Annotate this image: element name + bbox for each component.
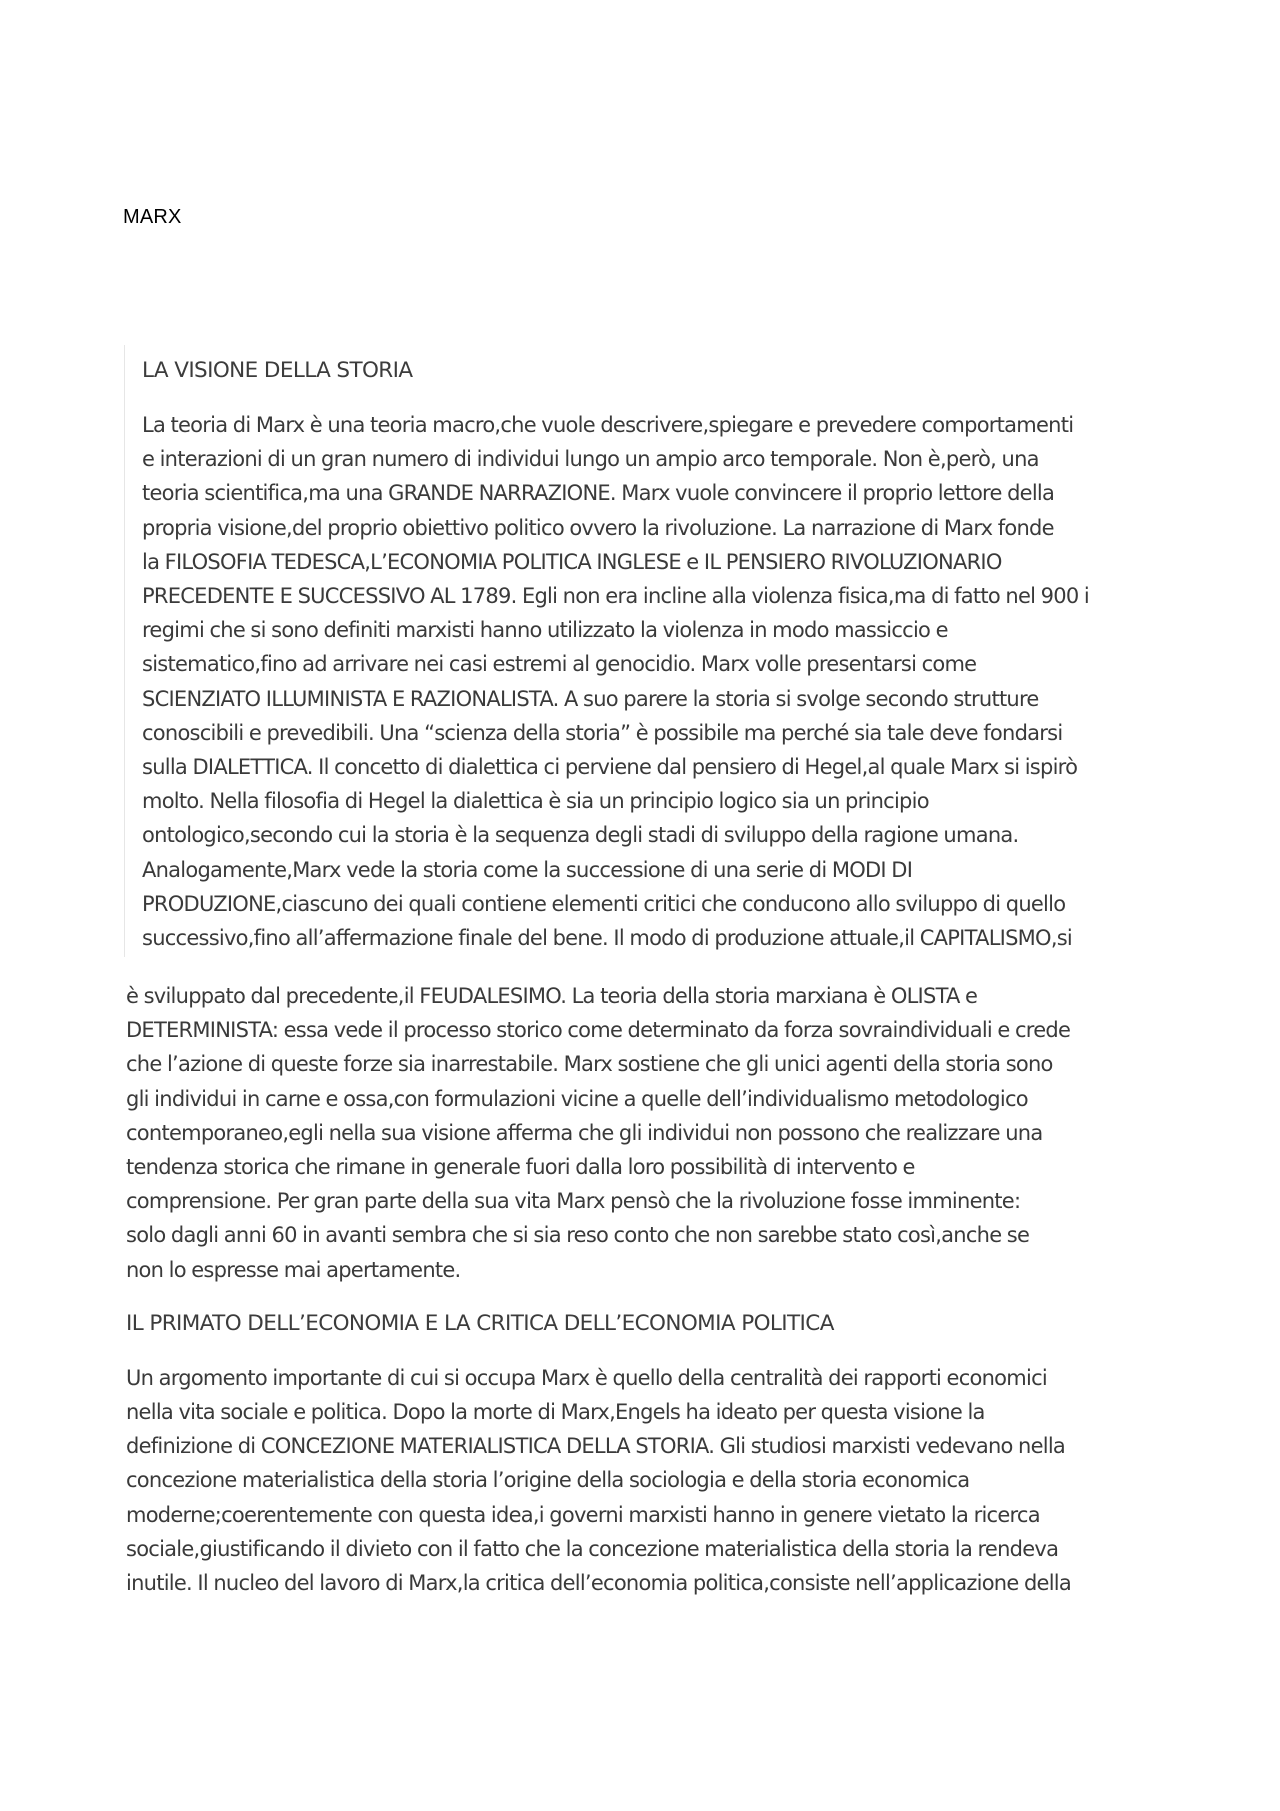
text-line: La teoria di Marx è una teoria macro,che vuole descrivere,spiegare e prevedere comportamenti <box>142 413 1074 437</box>
text-line: è sviluppato dal precedente,il FEUDALESIMO. La teoria della storia marxiana è OLISTA e <box>126 984 978 1008</box>
paragraph-storia <box>142 408 1155 955</box>
text-line: Un argomento importante di cui si occupa Marx è quello della centralità dei rapporti economici <box>126 1365 1047 1390</box>
text-line: SCIENZIATO ILLUMINISTA E RAZIONALISTA. A suo parere la storia si svolge secondo strutture <box>142 686 1039 711</box>
text-line: gli individui in carne e ossa,con formulazioni vicine a quelle dell’individualismo metodologico <box>126 1086 1028 1111</box>
text-line: e interazioni di un gran numero di individui lungo un ampio arco temporale. Non è,però, una <box>142 447 1039 472</box>
text-line: nella vita sociale e politica. Dopo la morte di Marx,Engels ha ideato per questa visione la <box>126 1400 985 1425</box>
document-title: MARX <box>123 206 182 228</box>
text-line: solo dagli anni 60 in avanti sembra che si sia reso conto che non sarebbe stato così,anche se <box>126 1223 1030 1248</box>
paragraph-storia-continued <box>126 979 1166 1287</box>
text-line: molto. Nella filosofia di Hegel la dialettica è sia un principio logico sia un principio <box>142 789 929 814</box>
section-heading-storia: LA VISIONE DELLA STORIA <box>142 358 413 383</box>
text-line: non lo espresse mai apertamente. <box>126 1257 461 1282</box>
text-line: PRODUZIONE,ciascuno dei quali contiene elementi critici che conducono allo sviluppo di quello <box>142 891 1066 916</box>
text-line: sociale,giustificando il divieto con il fatto che la concezione materialistica della storia la rendeva <box>126 1536 1059 1561</box>
text-line: Analogamente,Marx vede la storia come la successione di una serie di MODI DI <box>142 857 913 882</box>
text-line: ontologico,secondo cui la storia è la sequenza degli stadi di sviluppo della ragione umana. <box>142 823 1019 848</box>
text-line: regimi che si sono definiti marxisti hanno utilizzato la violenza in modo massiccio e <box>142 618 948 643</box>
text-line: la FILOSOFIA TEDESCA,L’ECONOMIA POLITICA INGLESE e IL PENSIERO RIVOLUZIONARIO <box>142 549 1002 574</box>
text-line: conoscibili e prevedibili. Una “scienza della storia” è possibile ma perché sia tale deve fondarsi <box>142 720 1063 745</box>
text-line: sulla DIALETTICA. Il concetto di dialettica ci perviene dal pensiero di Hegel,al quale Marx si ispirò <box>142 755 1078 780</box>
text-line: comprensione. Per gran parte della sua vita Marx pensò che la rivoluzione fosse imminente: <box>126 1189 1021 1214</box>
text-line: inutile. Il nucleo del lavoro di Marx,la critica dell’economia politica,consiste nell’applicazione della <box>126 1571 1071 1596</box>
paragraph-economia <box>126 1361 1166 1600</box>
screenshot-excerpt <box>124 345 1155 957</box>
text-line: propria visione,del proprio obiettivo politico ovvero la rivoluzione. La narrazione di Marx fonde <box>142 515 1054 540</box>
document-continuation <box>126 979 1166 1600</box>
excerpt-content <box>125 356 1155 955</box>
text-line: contemporaneo,egli nella sua visione afferma che gli individui non possono che realizzare una <box>126 1120 1043 1145</box>
text-line: che l’azione di queste forze sia inarrestabile. Marx sostiene che gli unici agenti della storia sono <box>126 1052 1053 1077</box>
text-line: moderne;coerentemente con questa idea,i governi marxisti hanno in genere vietato la ricerca <box>126 1502 1040 1527</box>
text-line: sistematico,fino ad arrivare nei casi estremi al genocidio. Marx volle presentarsi come <box>142 652 977 677</box>
text-line: DETERMINISTA: essa vede il processo storico come determinato da forza sovraindividuali e crede <box>126 1018 1071 1043</box>
text-line: teoria scientifica,ma una GRANDE NARRAZIONE. Marx vuole convincere il proprio lettore della <box>142 481 1055 506</box>
text-line: concezione materialistica della storia l’origine della sociologia e della storia economica <box>126 1468 970 1493</box>
section-heading-economia: IL PRIMATO DELL’ECONOMIA E LA CRITICA DELL’ECONOMIA POLITICA <box>126 1310 834 1336</box>
text-line: successivo,fino all’affermazione finale del bene. Il modo di produzione attuale,il CAPITALISMO,si <box>142 926 1073 951</box>
text-line: definizione di CONCEZIONE MATERIALISTICA DELLA STORIA. Gli studiosi marxisti vedevano nella <box>126 1434 1066 1459</box>
text-line: PRECEDENTE E SUCCESSIVO AL 1789. Egli non era incline alla violenza fisica,ma di fatto nel 900 i <box>142 584 1089 609</box>
text-line: tendenza storica che rimane in generale fuori dalla loro possibilità di intervento e <box>126 1155 915 1180</box>
